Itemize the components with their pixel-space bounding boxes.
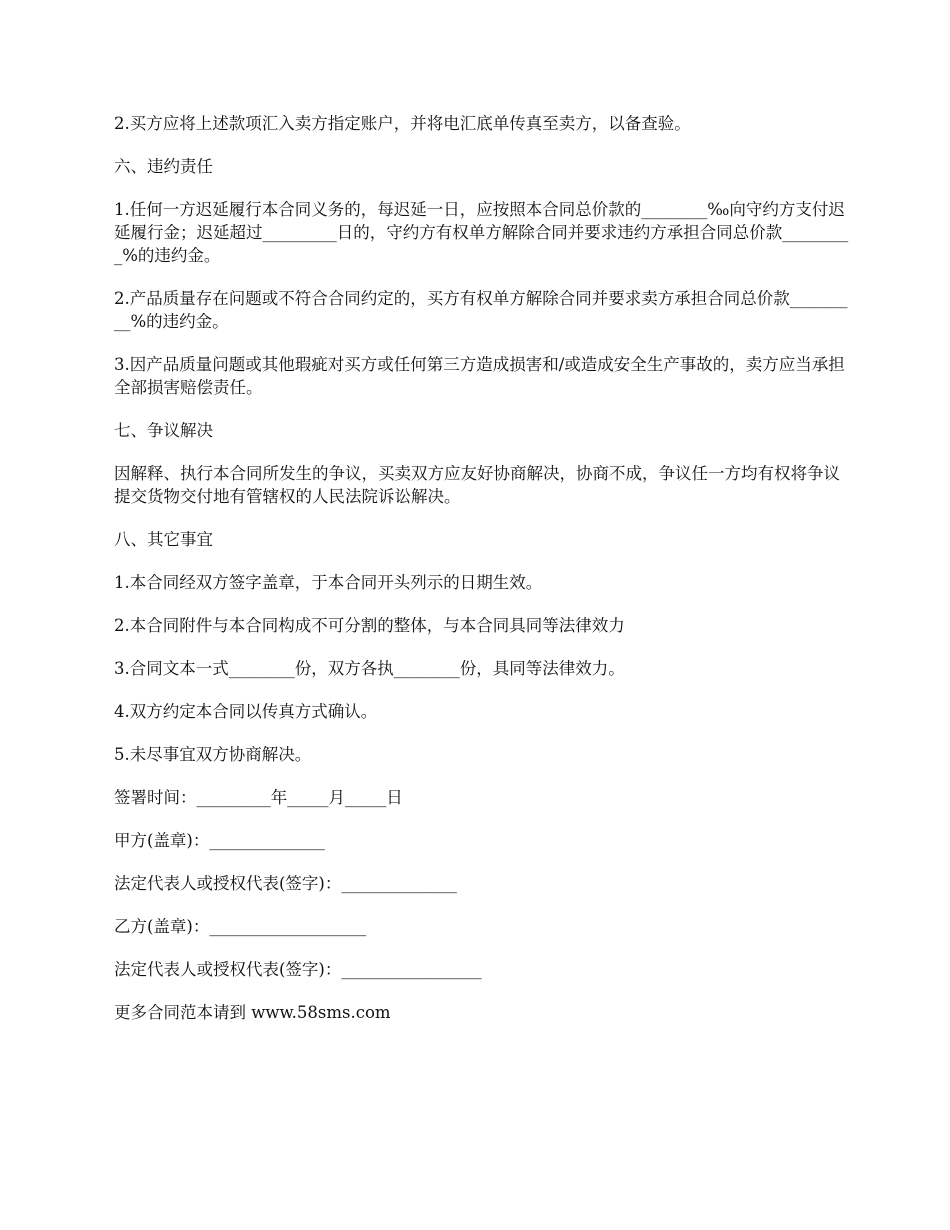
footer-website-note: 更多合同范本请到 www.58sms.com	[114, 1003, 391, 1022]
signing-date-line: 签署时间：_________年_____月_____日	[114, 788, 403, 807]
dispute-clause: 因解释、执行本合同所发生的争议，买卖双方应友好协商解决，协商不成，争议任一方均有权将争议提交货物交付地有管辖权的人民法院诉讼解决。	[114, 464, 840, 506]
party-a-representative-line: 法定代表人或授权代表(签字)：______________	[114, 874, 457, 893]
breach-clause-1: 1.任何一方迟延履行本合同义务的，每迟延一日，应按照本合同总价款的________‰向守约方支付迟延履行金；迟延超过_________日的，守约方有权单方解除合同并要求违约方承担合同总价款_________%的违约金。	[114, 200, 849, 265]
other-clause-4: 4.双方约定本合同以传真方式确认。	[114, 702, 378, 721]
breach-clause-2: 2.产品质量存在问题或不符合合同约定的，买方有权单方解除合同并要求卖方承担合同总价款_________%的违约金。	[114, 289, 848, 331]
section-heading-dispute-resolution: 七、争议解决	[114, 421, 213, 440]
party-a-seal-line: 甲方(盖章)：______________	[114, 831, 325, 850]
party-b-seal-line: 乙方(盖章)：___________________	[114, 917, 367, 936]
section-heading-breach-liability: 六、违约责任	[114, 157, 213, 176]
party-b-representative-line: 法定代表人或授权代表(签字)：_________________	[114, 960, 482, 979]
other-clause-1: 1.本合同经双方签字盖章，于本合同开头列示的日期生效。	[114, 573, 543, 592]
other-clause-3: 3.合同文本一式________份，双方各执________份，具同等法律效力。	[114, 659, 625, 678]
payment-clause-2: 2.买方应将上述款项汇入卖方指定账户，并将电汇底单传真至卖方，以备查验。	[114, 114, 691, 133]
other-clause-2: 2.本合同附件与本合同构成不可分割的整体，与本合同具同等法律效力	[114, 616, 625, 635]
other-clause-5: 5.未尽事宜双方协商解决。	[114, 745, 312, 764]
section-heading-other-matters: 八、其它事宜	[114, 530, 213, 549]
breach-clause-3: 3.因产品质量问题或其他瑕疵对买方或任何第三方造成损害和/或造成安全生产事故的，卖方应当承担全部损害赔偿责任。	[114, 355, 845, 397]
